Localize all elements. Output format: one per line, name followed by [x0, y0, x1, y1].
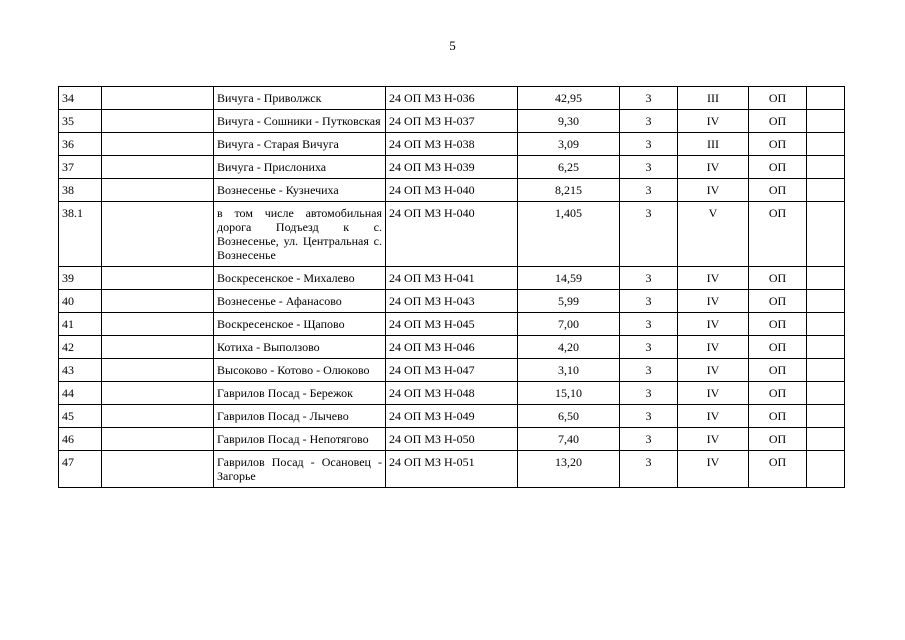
- empty-cell: [102, 202, 214, 267]
- lanes-cell: 3: [620, 290, 678, 313]
- empty-cell: [102, 110, 214, 133]
- lanes-cell: 3: [620, 179, 678, 202]
- category-cell: IV: [678, 290, 749, 313]
- road-name-cell: Высоково - Котово - Олюково: [214, 359, 386, 382]
- road-length-cell: 3,09: [518, 133, 620, 156]
- significance-cell: ОП: [749, 87, 807, 110]
- lanes-cell: 3: [620, 110, 678, 133]
- empty-cell: [807, 87, 845, 110]
- lanes-cell: 3: [620, 87, 678, 110]
- empty-cell: [102, 336, 214, 359]
- road-name-cell: в том числе автомобильная дорога Подъезд к с. Вознесенье, ул. Центральная с. Вознесенье: [214, 202, 386, 267]
- road-name-cell: Вознесенье - Афанасово: [214, 290, 386, 313]
- page-number: 5: [449, 38, 456, 53]
- category-cell: III: [678, 133, 749, 156]
- road-code-cell: 24 ОП МЗ Н-037: [386, 110, 518, 133]
- road-code-cell: 24 ОП МЗ Н-049: [386, 405, 518, 428]
- road-code-cell: 24 ОП МЗ Н-051: [386, 451, 518, 488]
- empty-cell: [102, 313, 214, 336]
- road-code-cell: 24 ОП МЗ Н-047: [386, 359, 518, 382]
- road-code-cell: 24 ОП МЗ Н-038: [386, 133, 518, 156]
- significance-cell: ОП: [749, 202, 807, 267]
- category-cell: IV: [678, 110, 749, 133]
- row-number-cell: 41: [59, 313, 102, 336]
- significance-cell: ОП: [749, 179, 807, 202]
- row-number-cell: 36: [59, 133, 102, 156]
- road-name-cell: Вичуга - Сошники - Путковская: [214, 110, 386, 133]
- road-length-cell: 7,40: [518, 428, 620, 451]
- empty-cell: [102, 87, 214, 110]
- table-row: [59, 202, 845, 267]
- road-name-cell: Воскресенское - Михалево: [214, 267, 386, 290]
- empty-cell: [807, 156, 845, 179]
- lanes-cell: 3: [620, 359, 678, 382]
- row-number-cell: 42: [59, 336, 102, 359]
- empty-cell: [807, 451, 845, 488]
- category-cell: IV: [678, 336, 749, 359]
- road-name-cell: Гаврилов Посад - Осановец - Загорье: [214, 451, 386, 488]
- row-number-cell: 37: [59, 156, 102, 179]
- road-name-cell: Вичуга - Приволжск: [214, 87, 386, 110]
- table-row: [59, 133, 845, 156]
- empty-cell: [102, 428, 214, 451]
- row-number-cell: 45: [59, 405, 102, 428]
- empty-cell: [102, 382, 214, 405]
- row-number-cell: 44: [59, 382, 102, 405]
- road-name-cell: Гаврилов Посад - Непотягово: [214, 428, 386, 451]
- road-name-cell: Воскресенское - Щапово: [214, 313, 386, 336]
- lanes-cell: 3: [620, 336, 678, 359]
- table-row: [59, 87, 845, 110]
- roads-table: [58, 86, 845, 488]
- empty-cell: [102, 179, 214, 202]
- table-row: [59, 451, 845, 488]
- lanes-cell: 3: [620, 428, 678, 451]
- road-code-cell: 24 ОП МЗ Н-050: [386, 428, 518, 451]
- category-cell: IV: [678, 451, 749, 488]
- category-cell: IV: [678, 313, 749, 336]
- road-name-cell: Котиха - Выползово: [214, 336, 386, 359]
- road-code-cell: 24 ОП МЗ Н-036: [386, 87, 518, 110]
- category-cell: IV: [678, 179, 749, 202]
- empty-cell: [102, 405, 214, 428]
- road-length-cell: 6,25: [518, 156, 620, 179]
- significance-cell: ОП: [749, 336, 807, 359]
- empty-cell: [102, 359, 214, 382]
- lanes-cell: 3: [620, 313, 678, 336]
- table-row: [59, 156, 845, 179]
- row-number-cell: 39: [59, 267, 102, 290]
- road-length-cell: 4,20: [518, 336, 620, 359]
- lanes-cell: 3: [620, 451, 678, 488]
- lanes-cell: 3: [620, 405, 678, 428]
- significance-cell: ОП: [749, 133, 807, 156]
- table-row: [59, 428, 845, 451]
- empty-cell: [102, 156, 214, 179]
- road-length-cell: 8,215: [518, 179, 620, 202]
- table-row: [59, 179, 845, 202]
- row-number-cell: 35: [59, 110, 102, 133]
- road-code-cell: 24 ОП МЗ Н-043: [386, 290, 518, 313]
- empty-cell: [807, 382, 845, 405]
- row-number-cell: 38.1: [59, 202, 102, 267]
- table-row: [59, 267, 845, 290]
- empty-cell: [807, 133, 845, 156]
- empty-cell: [807, 179, 845, 202]
- category-cell: IV: [678, 428, 749, 451]
- significance-cell: ОП: [749, 382, 807, 405]
- empty-cell: [807, 359, 845, 382]
- category-cell: IV: [678, 405, 749, 428]
- significance-cell: ОП: [749, 405, 807, 428]
- road-code-cell: 24 ОП МЗ Н-039: [386, 156, 518, 179]
- road-length-cell: 5,99: [518, 290, 620, 313]
- road-code-cell: 24 ОП МЗ Н-040: [386, 179, 518, 202]
- category-cell: IV: [678, 382, 749, 405]
- category-cell: IV: [678, 267, 749, 290]
- table-row: [59, 110, 845, 133]
- road-name-cell: Вичуга - Прислониха: [214, 156, 386, 179]
- lanes-cell: 3: [620, 156, 678, 179]
- significance-cell: ОП: [749, 110, 807, 133]
- category-cell: V: [678, 202, 749, 267]
- empty-cell: [807, 313, 845, 336]
- lanes-cell: 3: [620, 133, 678, 156]
- row-number-cell: 40: [59, 290, 102, 313]
- row-number-cell: 43: [59, 359, 102, 382]
- road-code-cell: 24 ОП МЗ Н-045: [386, 313, 518, 336]
- category-cell: III: [678, 87, 749, 110]
- significance-cell: ОП: [749, 428, 807, 451]
- empty-cell: [807, 428, 845, 451]
- road-length-cell: 1,405: [518, 202, 620, 267]
- row-number-cell: 46: [59, 428, 102, 451]
- table-row: [59, 290, 845, 313]
- road-code-cell: 24 ОП МЗ Н-046: [386, 336, 518, 359]
- table-row: [59, 313, 845, 336]
- significance-cell: ОП: [749, 267, 807, 290]
- category-cell: IV: [678, 156, 749, 179]
- road-length-cell: 6,50: [518, 405, 620, 428]
- road-code-cell: 24 ОП МЗ Н-048: [386, 382, 518, 405]
- road-length-cell: 9,30: [518, 110, 620, 133]
- table-row: [59, 405, 845, 428]
- empty-cell: [807, 267, 845, 290]
- row-number-cell: 34: [59, 87, 102, 110]
- road-length-cell: 3,10: [518, 359, 620, 382]
- road-name-cell: Вознесенье - Кузнечиха: [214, 179, 386, 202]
- lanes-cell: 3: [620, 202, 678, 267]
- table-body: [59, 87, 845, 488]
- empty-cell: [102, 290, 214, 313]
- road-name-cell: Гаврилов Посад - Бережок: [214, 382, 386, 405]
- empty-cell: [807, 202, 845, 267]
- road-length-cell: 7,00: [518, 313, 620, 336]
- empty-cell: [102, 133, 214, 156]
- road-length-cell: 15,10: [518, 382, 620, 405]
- table-row: [59, 382, 845, 405]
- significance-cell: ОП: [749, 156, 807, 179]
- road-name-cell: Гаврилов Посад - Лычево: [214, 405, 386, 428]
- lanes-cell: 3: [620, 382, 678, 405]
- road-code-cell: 24 ОП МЗ Н-041: [386, 267, 518, 290]
- significance-cell: ОП: [749, 313, 807, 336]
- empty-cell: [102, 267, 214, 290]
- table-row: [59, 359, 845, 382]
- road-name-cell: Вичуга - Старая Вичуга: [214, 133, 386, 156]
- empty-cell: [102, 451, 214, 488]
- empty-cell: [807, 110, 845, 133]
- significance-cell: ОП: [749, 451, 807, 488]
- category-cell: IV: [678, 359, 749, 382]
- row-number-cell: 47: [59, 451, 102, 488]
- table-row: [59, 336, 845, 359]
- road-length-cell: 13,20: [518, 451, 620, 488]
- empty-cell: [807, 405, 845, 428]
- road-length-cell: 42,95: [518, 87, 620, 110]
- lanes-cell: 3: [620, 267, 678, 290]
- road-code-cell: 24 ОП МЗ Н-040: [386, 202, 518, 267]
- empty-cell: [807, 290, 845, 313]
- row-number-cell: 38: [59, 179, 102, 202]
- empty-cell: [807, 336, 845, 359]
- significance-cell: ОП: [749, 290, 807, 313]
- road-length-cell: 14,59: [518, 267, 620, 290]
- significance-cell: ОП: [749, 359, 807, 382]
